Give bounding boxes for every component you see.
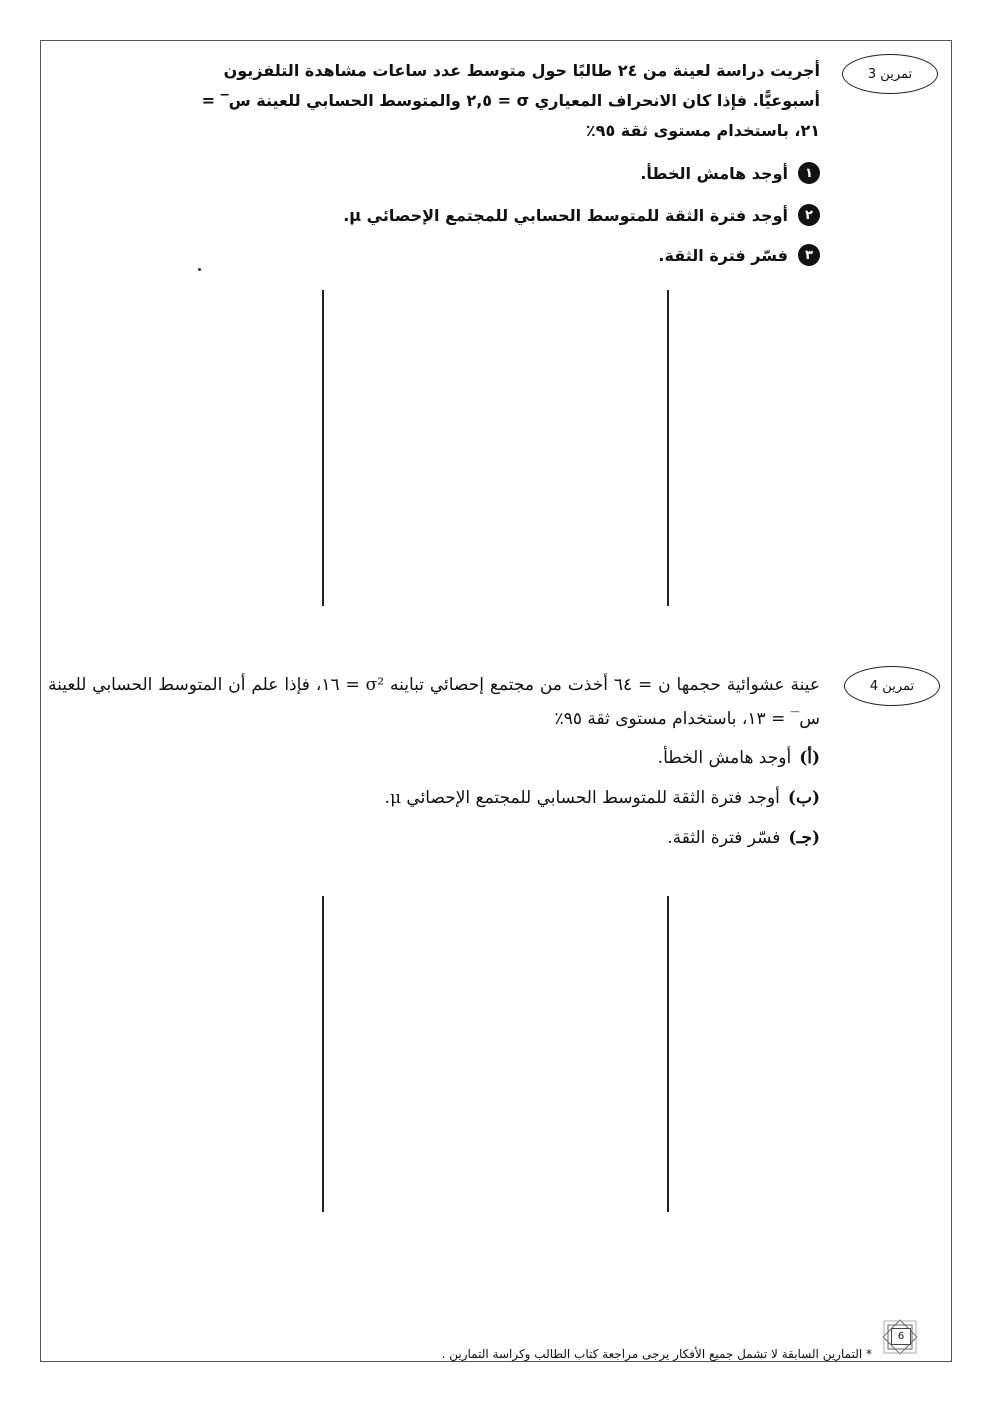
question-text: فسّر فترة الثقة. — [658, 245, 788, 265]
question-letter: (ب) — [787, 788, 820, 808]
footer-note: * التمارين السابقة لا تشمل جميع الأفكار يرجى مراجعة كتاب الطالب وكراسة التمارين . — [441, 1347, 872, 1361]
answer-column-divider — [667, 896, 669, 1212]
question-text: أوجد هامش الخطأ. — [640, 163, 788, 183]
question-letter: (أ) — [799, 748, 820, 768]
question-text: فسّر فترة الثقة. — [667, 828, 781, 848]
question-number-badge: ٣ — [798, 244, 820, 266]
answer-column-divider — [667, 290, 669, 606]
question-number-badge: ١ — [798, 162, 820, 184]
exercise-4-question-a — [658, 748, 820, 768]
exercise-4-label: تمرين 4 — [844, 666, 940, 706]
question-text: أوجد فترة الثقة للمتوسط الحسابي للمجتمع الإحصائي μ. — [384, 788, 780, 808]
exercise-3-question-2 — [343, 204, 820, 226]
exercise-4-question-b — [385, 788, 820, 808]
stray-dot — [198, 268, 201, 271]
exercise-4-question-c — [667, 828, 820, 848]
exercise-3-text: أجريت دراسة لعينة من ٢٤ طالبًا حول متوسط عدد ساعات مشاهدة التلفزيون أسبوعيًّا. فإذا كان الانحراف المعياري σ = ٢,٥ والمتوسط الحسابي للعينة س‾ = ٢١، باستخدام مستوى ثقة ٩٥٪ — [201, 61, 820, 140]
question-text: أوجد فترة الثقة للمتوسط الحسابي للمجتمع الإحصائي μ. — [343, 205, 788, 225]
answer-column-divider — [322, 896, 324, 1212]
question-text: أوجد هامش الخطأ. — [657, 748, 792, 768]
exercise-3-question-3 — [658, 244, 820, 266]
answer-column-divider — [322, 290, 324, 606]
exercise-3-question-1 — [640, 162, 820, 184]
question-number-badge: ٢ — [798, 204, 820, 226]
exercise-3-label: تمرين 3 — [842, 54, 938, 94]
page-number-badge — [880, 1316, 920, 1358]
page-number: 6 — [891, 1328, 911, 1345]
exercise-4-text: عينة عشوائية حجمها ن = ٦٤ أخذت من مجتمع إحصائي تباينه σ² = ١٦، فإذا علم أن المتوسط الحسابي للعينة س‾ = ١٣، باستخدام مستوى ثقة ٩٥٪ — [48, 675, 820, 729]
question-letter: (جـ) — [788, 828, 820, 848]
